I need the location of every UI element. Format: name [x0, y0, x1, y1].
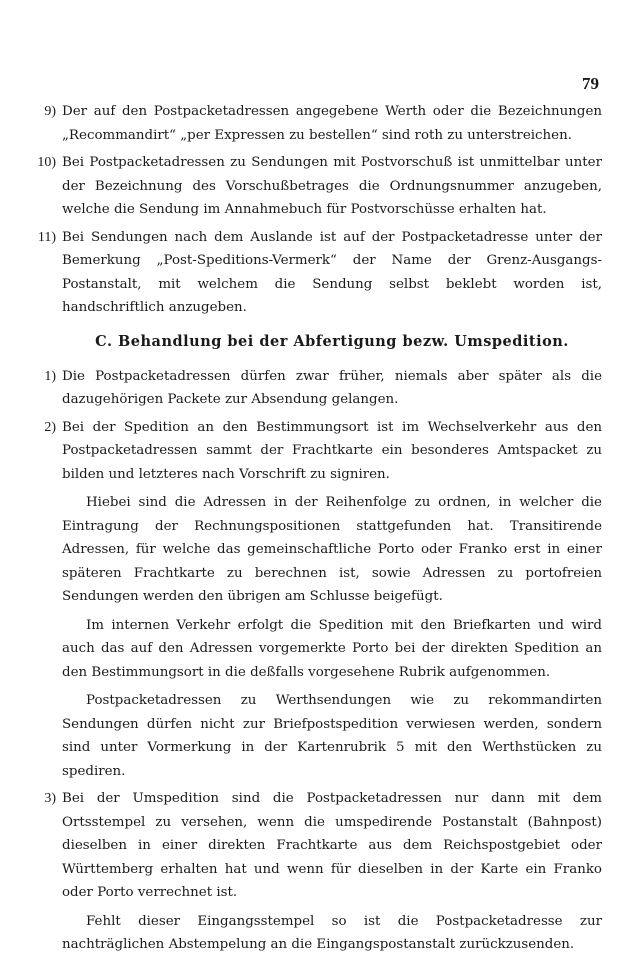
item-text: Bei der Spedition an den Bestimmungsort ist im Wechselverkehr aus den Postpacketadressen sammt der Frachtkarte ein besonderes Amtspacket zu bilden und letzteres nach Vorschrift zu signiren. — [62, 419, 602, 482]
item-number: 2) — [44, 419, 56, 435]
item-text: Bei Postpacketadressen zu Sendungen mit Postvorschuß ist unmittelbar unter der Bezeichnung des Vorschußbetrages die Ordnungsnummer anzugeben, welche die Sendung im Annahmebuch für Postvorschüsse erhalten hat. — [62, 155, 602, 217]
page-number: 79 — [582, 74, 599, 93]
list-item — [44, 416, 602, 487]
item-text: Der auf den Postpacketadressen angegebene Werth oder die Bezeichnungen „Recommandirt“ „per Expressen zu bestellen“ sind roth zu unterstreichen. — [62, 104, 602, 143]
list-item — [44, 365, 602, 412]
section-heading: C. Behandlung bei der Abfertigung bezw. Umspedition. — [95, 332, 569, 350]
item-number: 3) — [44, 791, 56, 806]
item-number: 11) — [37, 229, 56, 245]
paragraph: Im internen Verkehr erfolgt die Spedition mit den Briefkarten und wird auch das auf den Adressen vorgemerkte Porto bei der direkten Spedition an den Bestimmungsort in die deßfalls vorgesehene Rubrik aufgenommen. — [62, 617, 602, 680]
item-number: 1) — [44, 368, 56, 384]
list-item — [44, 100, 602, 147]
paragraph: Hiebei sind die Adressen in der Reihenfolge zu ordnen, in welcher die Eintragung der Rechnungspositionen stattgefunden hat. Transitirende Adressen, für welche das gemeinschaftliche Porto oder Franko erst in einer späteren Frachtkarte zu berechnen ist, sowie Adressen zu portofreien Sendungen werden den übrigen am Schlusse beigefügt. — [62, 495, 602, 604]
list-item — [37, 151, 602, 222]
item-number: 10) — [37, 155, 56, 170]
paragraph: Postpacketadressen zu Werthsendungen wie zu rekommandirten Sendungen dürfen nicht zur Briefpostspedition verwiesen werden, sondern sind unter Vormerkung in der Kartenrubrik 5 mit den Werthstücken zu spediren. — [62, 693, 602, 779]
list-item — [37, 226, 602, 320]
item-text: Bei der Umspedition sind die Postpacketadressen nur dann mit dem Ortsstempel zu versehen, wenn die umspedirende Postanstalt (Bahnpost) dieselben in einer direkten Frachtkarte aus dem Reichspostgebiet oder Württemberg erhalten hat und wenn für dieselben in der Karte ein Franko oder Porto verrechnet ist. — [62, 791, 602, 900]
item-text: Bei Sendungen nach dem Auslande ist auf der Postpacketadresse unter der Bemerkung „Post-Speditions-Vermerk“ der Name der Grenz-Ausgangs-Postanstalt, mit welchem die Sendung selbst beklebt worden ist, handschriftlich anzugeben. — [62, 229, 602, 315]
item-number: 9) — [44, 104, 56, 119]
list-item — [44, 787, 602, 905]
item-text: Die Postpacketadressen dürfen zwar früher, niemals aber später als die dazugehörigen Packete zur Absendung gelangen. — [62, 368, 602, 407]
paragraph: Fehlt dieser Eingangsstempel so ist die Postpacketadresse zur nachträglichen Abstempelung an die Eingangspostanstalt zurückzusenden. — [62, 913, 602, 952]
page-body — [37, 100, 602, 957]
